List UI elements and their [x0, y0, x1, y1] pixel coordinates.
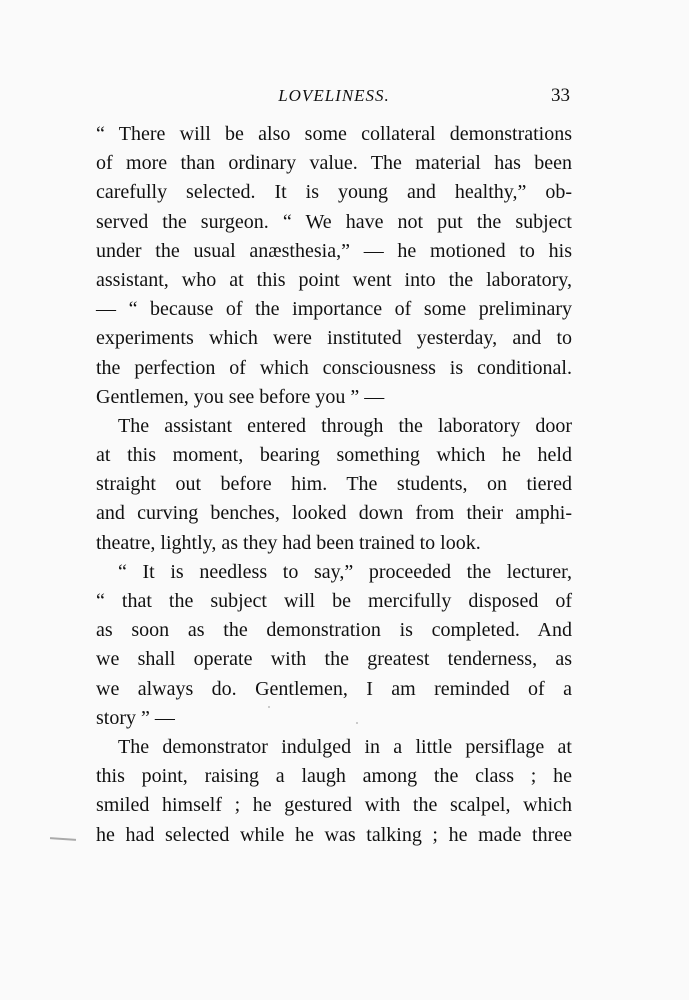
text-line: — “ because of the importance of some preliminary: [96, 298, 572, 321]
body-text: [96, 120, 572, 850]
text-line: The demonstrator indulged in a little persiflage at: [118, 735, 572, 758]
text-line: served the surgeon. “ We have not put the subject: [96, 210, 572, 233]
text-line: “ that the subject will be mercifully disposed of: [96, 590, 572, 612]
text-line: at this moment, bearing something which he held: [96, 444, 572, 467]
text-line: of more than ordinary value. The material has been: [96, 152, 572, 175]
text-line: story ” —: [96, 706, 175, 729]
text-line: under the usual anæsthesia,” — he motioned to his: [96, 239, 572, 262]
text-line: The assistant entered through the laboratory door: [118, 414, 572, 437]
text-line: and curving benches, looked down from their amphi-: [96, 502, 572, 525]
text-line: “ It is needless to say,” proceeded the lecturer,: [118, 560, 572, 583]
text-line: he had selected while he was talking ; he made three: [96, 823, 572, 846]
text-line: “ There will be also some collateral demonstrations: [96, 123, 572, 145]
text-line: experiments which were instituted yesterday, and to: [96, 327, 572, 350]
text-line: smiled himself ; he gestured with the scalpel, which: [96, 794, 572, 817]
text-line: theatre, lightly, as they had been trained to look.: [96, 531, 481, 554]
text-line: we shall operate with the greatest tenderness, as: [96, 648, 572, 671]
text-line: Gentlemen, you see before you ” —: [96, 385, 385, 408]
text-line: straight out before him. The students, on tiered: [96, 473, 572, 496]
running-header-title: LOVELINESS.: [278, 86, 390, 105]
text-line: carefully selected. It is young and healthy,” ob-: [96, 181, 572, 204]
text-line: the perfection of which consciousness is conditional.: [96, 356, 572, 379]
text-line: as soon as the demonstration is completed. And: [96, 619, 572, 642]
running-header: [96, 86, 572, 112]
paper-speck: [268, 706, 270, 708]
margin-mark: [50, 837, 76, 841]
page-number: 33: [551, 85, 570, 106]
paper-speck: [356, 722, 358, 724]
text-line: assistant, who at this point went into the laboratory,: [96, 268, 572, 291]
text-line: this point, raising a laugh among the class ; he: [96, 765, 572, 788]
text-line: we always do. Gentlemen, I am reminded of a: [96, 677, 572, 700]
